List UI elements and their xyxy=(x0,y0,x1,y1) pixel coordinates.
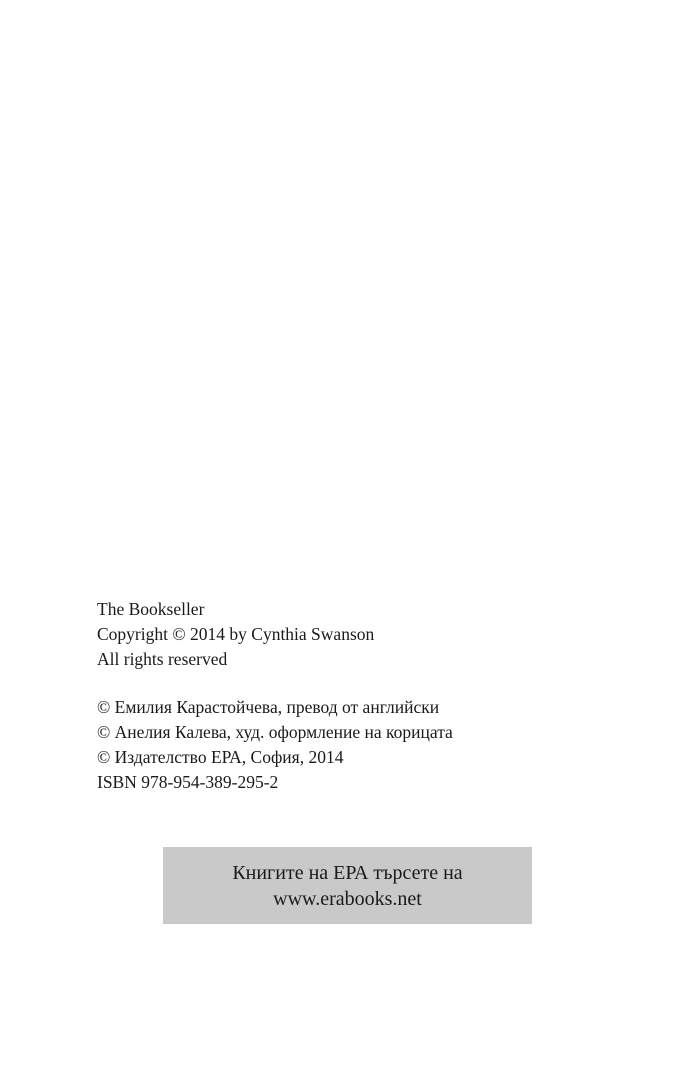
book-title: The Bookseller xyxy=(97,599,205,619)
cover-design-credit: © Анелия Калева, худ. оформление на корицата xyxy=(97,722,453,742)
publisher-credit: © Издателство ЕРА, София, 2014 xyxy=(97,747,344,767)
banner-text: Книгите на ЕРА търсете на xyxy=(232,861,463,884)
isbn: ISBN 978-954-389-295-2 xyxy=(97,772,279,792)
original-copyright: Copyright © 2014 by Cynthia Swanson xyxy=(97,624,375,644)
website-url: www.erabooks.net xyxy=(273,887,422,910)
rights-statement: All rights reserved xyxy=(97,649,228,669)
original-edition-info xyxy=(97,597,374,672)
publisher-website-banner xyxy=(163,847,532,924)
translation-credit: © Емилия Карастойчева, превод от английски xyxy=(97,697,440,717)
bulgarian-edition-info xyxy=(97,695,453,795)
